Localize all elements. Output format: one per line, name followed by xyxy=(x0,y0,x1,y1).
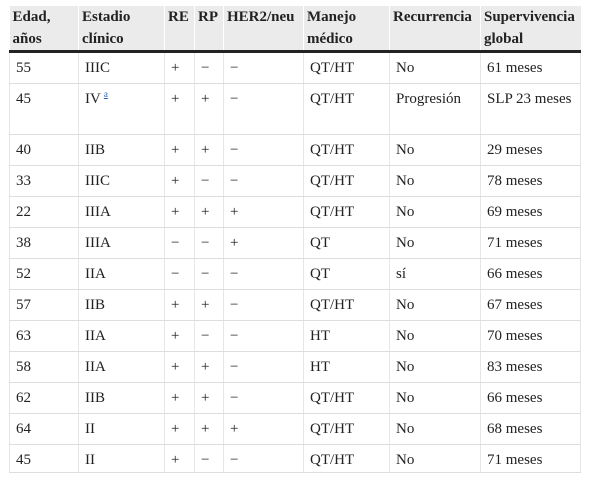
cell-estadio xyxy=(79,84,165,135)
cell-re: + xyxy=(165,352,195,383)
table-row xyxy=(10,135,581,166)
cell-her2: − xyxy=(224,52,304,84)
cell-supervivencia: 29 meses xyxy=(481,135,581,166)
cell-recurrencia: No xyxy=(390,414,481,445)
table-row xyxy=(10,84,581,135)
cell-manejo: QT/HT xyxy=(304,383,390,414)
cell-her2: + xyxy=(224,197,304,228)
cell-edad: 52 xyxy=(10,259,79,290)
cell-supervivencia: 71 meses xyxy=(481,445,581,473)
cell-rp: + xyxy=(195,135,224,166)
table-row xyxy=(10,52,581,84)
cell-edad: 33 xyxy=(10,166,79,197)
table-row xyxy=(10,259,581,290)
header-supervivencia: Supervivencia global xyxy=(481,6,581,52)
cell-rp: + xyxy=(195,197,224,228)
cell-her2: − xyxy=(224,321,304,352)
cell-supervivencia: 66 meses xyxy=(481,383,581,414)
cell-edad: 45 xyxy=(10,445,79,473)
cell-supervivencia: 69 meses xyxy=(481,197,581,228)
table-row xyxy=(10,414,581,445)
table-row xyxy=(10,321,581,352)
cell-estadio: IIIA xyxy=(79,197,165,228)
table-row xyxy=(10,166,581,197)
cell-her2: − xyxy=(224,352,304,383)
cell-supervivencia: 66 meses xyxy=(481,259,581,290)
cell-edad: 58 xyxy=(10,352,79,383)
cell-edad: 22 xyxy=(10,197,79,228)
header-her2: HER2/neu xyxy=(224,6,304,52)
cell-rp: − xyxy=(195,228,224,259)
table-row xyxy=(10,228,581,259)
cell-her2: − xyxy=(224,290,304,321)
cell-estadio: IIB xyxy=(79,383,165,414)
cell-recurrencia: sí xyxy=(390,259,481,290)
cell-manejo: QT/HT xyxy=(304,166,390,197)
table-row xyxy=(10,383,581,414)
cell-supervivencia: 83 meses xyxy=(481,352,581,383)
cell-estadio: II xyxy=(79,445,165,473)
cell-recurrencia: No xyxy=(390,228,481,259)
cell-manejo: QT/HT xyxy=(304,445,390,473)
cell-rp: − xyxy=(195,445,224,473)
cell-her2: − xyxy=(224,445,304,473)
cell-recurrencia: No xyxy=(390,290,481,321)
cell-manejo: QT/HT xyxy=(304,135,390,166)
cell-re: − xyxy=(165,228,195,259)
table-row xyxy=(10,197,581,228)
cell-manejo: QT/HT xyxy=(304,290,390,321)
cell-manejo: QT xyxy=(304,228,390,259)
table-row xyxy=(10,445,581,473)
cell-manejo: QT/HT xyxy=(304,197,390,228)
cell-re: + xyxy=(165,135,195,166)
cell-estadio: IIIC xyxy=(79,52,165,84)
cell-edad: 63 xyxy=(10,321,79,352)
cell-re: + xyxy=(165,84,195,135)
cell-rp: + xyxy=(195,352,224,383)
cell-supervivencia: 78 meses xyxy=(481,166,581,197)
footnote-link[interactable]: a xyxy=(103,89,108,99)
cell-recurrencia: No xyxy=(390,321,481,352)
cell-re: + xyxy=(165,52,195,84)
cell-estadio: IIA xyxy=(79,259,165,290)
cell-supervivencia: 67 meses xyxy=(481,290,581,321)
cell-manejo: QT/HT xyxy=(304,52,390,84)
cell-estadio: IIB xyxy=(79,290,165,321)
cell-recurrencia: No xyxy=(390,197,481,228)
cell-edad: 45 xyxy=(10,84,79,135)
cell-recurrencia: No xyxy=(390,135,481,166)
cell-re: + xyxy=(165,445,195,473)
cell-recurrencia: No xyxy=(390,52,481,84)
cell-re: + xyxy=(165,414,195,445)
cell-recurrencia: No xyxy=(390,166,481,197)
cell-manejo: QT/HT xyxy=(304,84,390,135)
cell-rp: + xyxy=(195,290,224,321)
cell-estadio: IIIC xyxy=(79,166,165,197)
cell-estadio-text: IV xyxy=(85,91,101,107)
cell-rp: − xyxy=(195,52,224,84)
cell-estadio: IIA xyxy=(79,321,165,352)
cell-her2: − xyxy=(224,84,304,135)
cell-her2: − xyxy=(224,166,304,197)
header-manejo: Manejo médico xyxy=(304,6,390,52)
cell-supervivencia: 61 meses xyxy=(481,52,581,84)
cell-recurrencia: No xyxy=(390,383,481,414)
header-edad: Edad, años xyxy=(10,6,79,52)
header-re: RE xyxy=(165,6,195,52)
cell-recurrencia: No xyxy=(390,445,481,473)
cell-rp: − xyxy=(195,166,224,197)
cell-edad: 38 xyxy=(10,228,79,259)
table-row xyxy=(10,352,581,383)
cell-her2: − xyxy=(224,383,304,414)
cell-re: + xyxy=(165,383,195,414)
cell-rp: − xyxy=(195,259,224,290)
header-recurrencia: Recurrencia xyxy=(390,6,481,52)
cell-rp: − xyxy=(195,321,224,352)
table-header xyxy=(10,6,581,52)
cell-edad: 55 xyxy=(10,52,79,84)
cell-manejo: QT/HT xyxy=(304,414,390,445)
cell-recurrencia: Progresión xyxy=(390,84,481,135)
table-body xyxy=(10,52,581,473)
cell-supervivencia: 71 meses xyxy=(481,228,581,259)
cell-re: − xyxy=(165,259,195,290)
cell-her2: − xyxy=(224,259,304,290)
cell-manejo: HT xyxy=(304,321,390,352)
header-estadio: Estadio clínico xyxy=(79,6,165,52)
cell-rp: + xyxy=(195,414,224,445)
cell-edad: 64 xyxy=(10,414,79,445)
cell-supervivencia: 68 meses xyxy=(481,414,581,445)
cell-recurrencia: No xyxy=(390,352,481,383)
header-rp: RP xyxy=(195,6,224,52)
cell-her2: − xyxy=(224,135,304,166)
cell-supervivencia: SLP 23 meses xyxy=(481,84,581,135)
header-row xyxy=(10,6,581,52)
cell-edad: 57 xyxy=(10,290,79,321)
clinical-data-table xyxy=(9,6,581,473)
cell-her2: + xyxy=(224,228,304,259)
cell-rp: + xyxy=(195,84,224,135)
cell-estadio: IIB xyxy=(79,135,165,166)
cell-her2: + xyxy=(224,414,304,445)
cell-edad: 40 xyxy=(10,135,79,166)
cell-edad: 62 xyxy=(10,383,79,414)
cell-rp: + xyxy=(195,383,224,414)
cell-manejo: QT xyxy=(304,259,390,290)
cell-re: + xyxy=(165,321,195,352)
cell-estadio: IIIA xyxy=(79,228,165,259)
cell-estadio: II xyxy=(79,414,165,445)
cell-re: + xyxy=(165,197,195,228)
cell-re: + xyxy=(165,290,195,321)
cell-supervivencia: 70 meses xyxy=(481,321,581,352)
cell-estadio: IIA xyxy=(79,352,165,383)
table-row xyxy=(10,290,581,321)
cell-manejo: HT xyxy=(304,352,390,383)
cell-re: + xyxy=(165,166,195,197)
